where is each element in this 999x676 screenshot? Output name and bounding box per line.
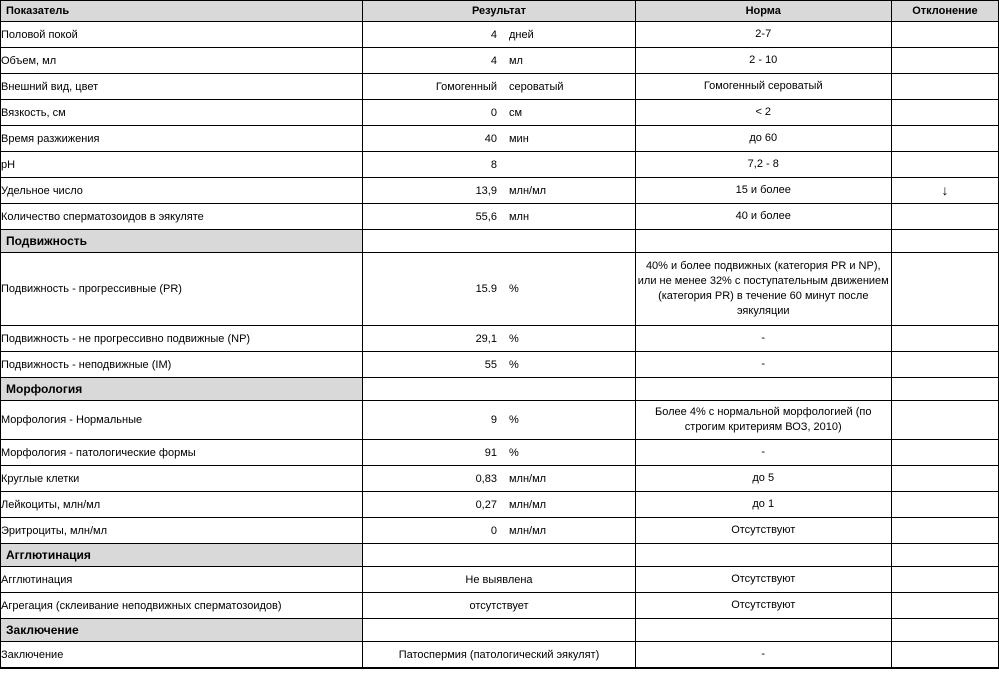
section-row [1,544,999,567]
row-norm: 7,2 - 8 [635,152,891,178]
result-unit: мл [508,54,523,67]
row-indicator: Эритроциты, млн/мл [1,518,363,544]
row-result [363,326,635,352]
result-text: отсутствует [469,599,529,612]
section-title: Морфология [1,378,363,401]
result-wrap [363,525,634,537]
section-blank-norm [635,544,891,567]
result-value: 55,6 [475,210,497,223]
row-norm: до 1 [635,492,891,518]
row-norm: Гомогенный сероватый [635,74,891,100]
table-row [1,126,999,152]
result-unit: % [508,446,519,459]
column-header-result: Результат [363,1,635,22]
result-unit: млн [508,210,530,223]
table-header [1,1,999,22]
row-result [363,401,635,440]
result-unit: млн/мл [508,524,547,537]
row-norm: Отсутствуют [635,593,891,619]
table-row [1,492,999,518]
result-wrap [363,133,634,145]
row-indicator: pH [1,152,363,178]
result-wrap [363,473,634,485]
result-value: 13,9 [475,184,497,197]
result-value: 0 [490,106,497,119]
section-title: Заключение [1,619,363,642]
row-deviation [891,22,998,48]
result-value: 29,1 [475,332,497,345]
section-blank-norm [635,378,891,401]
section-blank-dev [891,544,998,567]
row-deviation [891,401,998,440]
row-result [363,204,635,230]
row-deviation [891,492,998,518]
row-deviation [891,326,998,352]
result-value: 4 [490,28,497,41]
result-value: 40 [484,132,497,145]
result-wrap [363,211,634,223]
result-wrap [363,185,634,197]
result-wrap [363,333,634,345]
result-value: 4 [490,54,497,67]
row-indicator: Агрегация (склеивание неподвижных сперматозоидов) [1,593,363,619]
result-value: 9 [490,414,497,426]
column-header-deviation: Отклонение [891,1,998,22]
row-norm: - [635,326,891,352]
table-row [1,593,999,619]
row-indicator: Время разжижения [1,126,363,152]
result-value: Гомогенный [435,80,497,93]
row-norm: - [635,352,891,378]
row-result [363,352,635,378]
row-indicator: Объем, мл [1,48,363,74]
result-value: 0,83 [475,472,497,485]
row-result [363,48,635,74]
row-result [363,126,635,152]
row-deviation [891,48,998,74]
row-indicator: Морфология - патологические формы [1,440,363,466]
result-unit: млн/мл [508,184,547,197]
row-indicator: Подвижность - не прогрессивно подвижные (NP) [1,326,363,352]
row-result [363,178,635,204]
row-indicator: Внешний вид, цвет [1,74,363,100]
result-wrap [363,159,634,171]
result-unit: см [508,106,523,119]
result-wrap [363,55,634,67]
section-blank-result [363,619,635,642]
section-title: Подвижность [1,230,363,253]
section-blank-norm [635,619,891,642]
deviation-down-arrow-icon: ↓ [941,182,949,198]
row-norm: 40% и более подвижных (категория PR и NP), или не менее 32% с поступательным движением (категория PR) в течение 60 минут после эякуляции [635,253,891,326]
result-wrap [363,29,634,41]
row-deviation [891,440,998,466]
result-unit: дней [508,28,534,41]
row-indicator: Удельное число [1,178,363,204]
result-value: 15.9 [475,283,497,295]
result-wrap [363,283,634,295]
section-blank-dev [891,230,998,253]
result-value: 55 [484,358,497,371]
row-norm: 15 и более [635,178,891,204]
row-indicator: Количество сперматозоидов в эякуляте [1,204,363,230]
result-wrap [363,359,634,371]
row-deviation [891,593,998,619]
table-row [1,100,999,126]
row-deviation [891,642,998,668]
section-row [1,619,999,642]
result-text: Патоспермия (патологический эякулят) [398,648,600,661]
table-row [1,204,999,230]
row-result [363,492,635,518]
row-deviation [891,518,998,544]
result-wrap [363,447,634,459]
row-result [363,253,635,326]
result-value: 91 [484,446,497,459]
row-indicator: Морфология - Нормальные [1,401,363,440]
table-body [1,22,999,668]
row-result [363,152,635,178]
result-unit: сероватый [508,80,564,93]
table-row [1,22,999,48]
section-blank-dev [891,619,998,642]
row-norm: Более 4% с нормальной морфологией (по строгим критериям ВОЗ, 2010) [635,401,891,440]
table-row [1,401,999,440]
result-unit: % [508,358,519,371]
result-unit: млн/мл [508,472,547,485]
row-deviation [891,178,998,204]
row-result [363,22,635,48]
section-blank-result [363,378,635,401]
row-norm: Отсутствуют [635,518,891,544]
table-row [1,642,999,668]
row-result [363,74,635,100]
row-norm: - [635,642,891,668]
row-result [363,567,635,593]
result-unit: % [508,332,519,345]
row-deviation [891,152,998,178]
row-result [363,518,635,544]
row-result [363,440,635,466]
row-norm: - [635,440,891,466]
result-value: 0,27 [475,498,497,511]
result-unit: % [508,414,519,426]
section-row [1,378,999,401]
table-row [1,567,999,593]
section-blank-result [363,544,635,567]
table-row [1,518,999,544]
row-indicator: Половой покой [1,22,363,48]
table-row [1,466,999,492]
result-wrap [363,107,634,119]
result-wrap [363,499,634,511]
result-unit: % [508,283,519,295]
table-row [1,178,999,204]
result-unit: мин [508,132,529,145]
row-result [363,642,635,668]
row-indicator: Лейкоциты, млн/мл [1,492,363,518]
row-norm: до 5 [635,466,891,492]
table-row [1,326,999,352]
result-text: Не выявлена [465,573,533,586]
row-deviation [891,74,998,100]
result-wrap [363,81,634,93]
row-result [363,100,635,126]
row-indicator: Агглютинация [1,567,363,593]
row-deviation [891,100,998,126]
row-deviation [891,126,998,152]
table-row [1,48,999,74]
row-indicator: Подвижность - неподвижные (IM) [1,352,363,378]
column-header-name: Показатель [1,1,363,22]
row-indicator: Подвижность - прогрессивные (PR) [1,253,363,326]
row-indicator: Вязкость, см [1,100,363,126]
footer-divider [0,668,999,676]
row-indicator: Заключение [1,642,363,668]
row-norm: 2 - 10 [635,48,891,74]
row-norm: Отсутствуют [635,567,891,593]
table-row [1,74,999,100]
section-blank-result [363,230,635,253]
section-blank-norm [635,230,891,253]
row-norm: до 60 [635,126,891,152]
row-deviation [891,466,998,492]
table-row [1,440,999,466]
row-deviation [891,352,998,378]
section-title: Агглютинация [1,544,363,567]
table-row [1,352,999,378]
row-norm: < 2 [635,100,891,126]
row-result [363,466,635,492]
row-deviation [891,567,998,593]
row-deviation [891,253,998,326]
column-header-norm: Норма [635,1,891,22]
row-norm: 40 и более [635,204,891,230]
result-value: 8 [490,158,497,171]
section-row [1,230,999,253]
table-row [1,152,999,178]
result-value: 0 [490,524,497,537]
row-norm: 2-7 [635,22,891,48]
result-wrap [363,414,634,426]
row-indicator: Круглые клетки [1,466,363,492]
section-blank-dev [891,378,998,401]
row-deviation [891,204,998,230]
header-row [1,1,999,22]
result-unit: млн/мл [508,498,547,511]
table-row [1,253,999,326]
row-result [363,593,635,619]
